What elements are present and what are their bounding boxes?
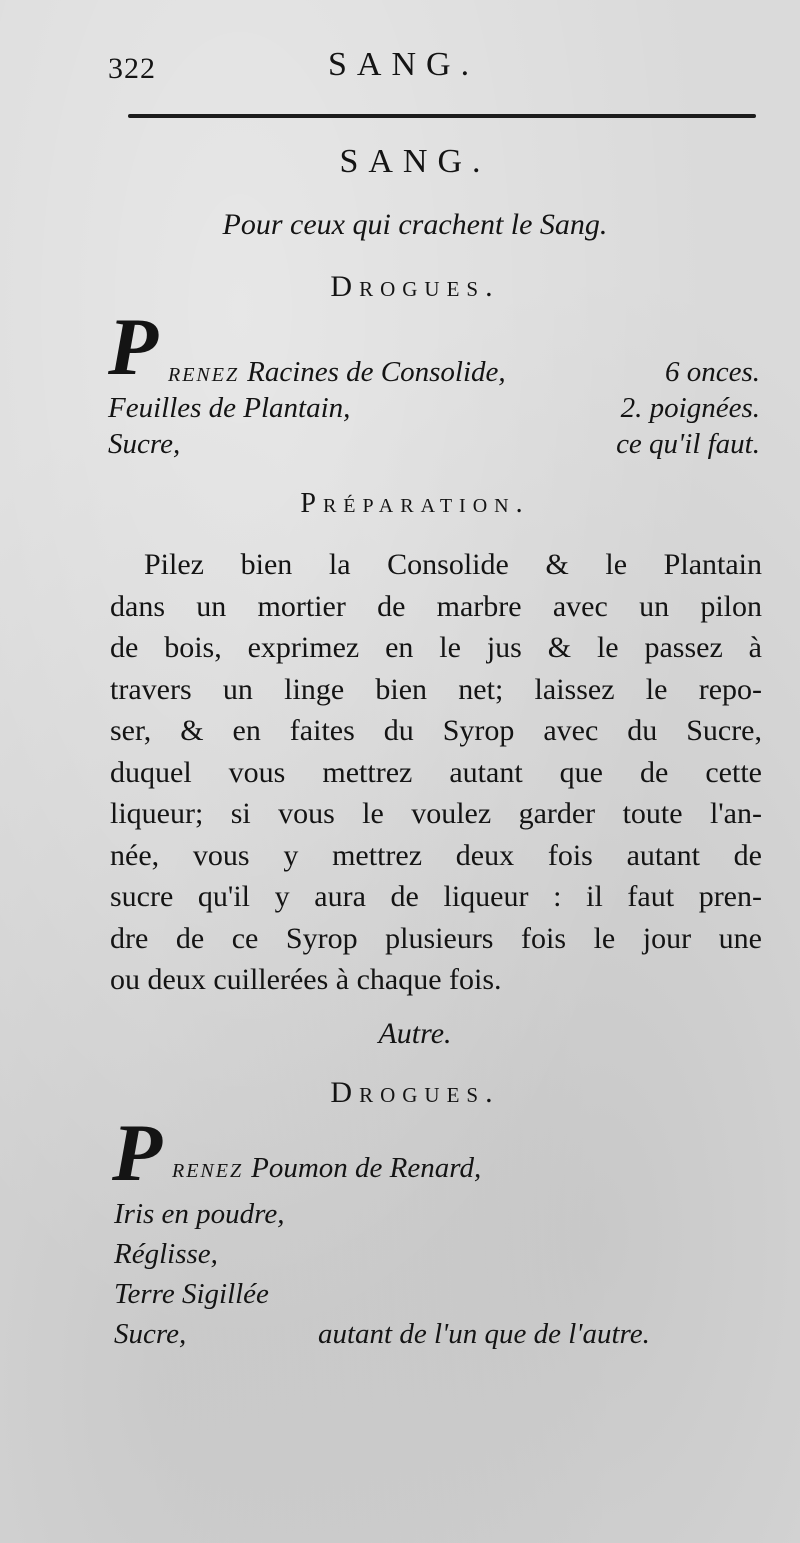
first-word-2: renez (172, 1152, 244, 1184)
running-title: SANG. (328, 46, 480, 83)
recipe-first-line (168, 354, 760, 390)
autre-title: Autre. (378, 1017, 452, 1050)
text-line: dans un mortier de marbre avec un pilon (110, 589, 762, 623)
text-line: née, vous y mettrez deux fois autant de (110, 838, 762, 872)
text-line: duquel vous mettrez autant que de cette (110, 755, 762, 789)
text-line: liqueur; si vous le voulez garder toute l'an- (110, 797, 762, 830)
drogues-heading: Drogues. (330, 270, 500, 303)
ingredient-line: Réglisse, (114, 1238, 218, 1270)
ingredient-quantity: 2. poignées. (620, 392, 760, 424)
recipe2-first-line (172, 1150, 481, 1186)
page-number: 322 (108, 52, 156, 85)
running-head (108, 46, 758, 86)
ingredient-line: Iris en poudre, (114, 1198, 285, 1230)
preparation-heading: Préparation. (300, 488, 530, 519)
text-line: dre de ce Syrop plusieurs fois le jour une (110, 921, 762, 955)
section-title: SANG. (339, 143, 491, 180)
text-line: travers un linge bien net; laissez le repo- (110, 672, 762, 706)
ingredient-line (108, 426, 760, 462)
ingredient-name: Sucre, (108, 428, 181, 460)
text-line: ser, & en faites du Syrop avec du Sucre, (110, 714, 762, 747)
text-line: de bois, exprimez en le jus & le passez à (110, 631, 762, 664)
drogues-heading-2: Drogues. (330, 1076, 500, 1109)
first-word: renez (168, 356, 240, 388)
section-subtitle: Pour ceux qui crachent le Sang. (222, 208, 608, 241)
drop-cap-2: P (112, 1107, 163, 1198)
ingredient-quantity: autant de l'un que de l'autre. (318, 1318, 650, 1350)
preparation-text (110, 544, 762, 1001)
header-rule (128, 114, 756, 118)
ingredient-name: Sucre, (114, 1318, 187, 1350)
ingredient-line-last (114, 1316, 774, 1352)
ingredient-name: Racines de Consolide, (247, 356, 506, 388)
text-line: Pilez bien la Consolide & le Plantain (144, 548, 762, 581)
ingredient-line (108, 390, 760, 426)
ingredient-line: Terre Sigillée (114, 1278, 269, 1310)
ingredient-quantity: 6 onces. (664, 356, 760, 388)
text-line: ou deux cuillerées à chaque fois. (110, 963, 502, 996)
ingredient-name: Poumon de Renard, (251, 1152, 482, 1184)
drop-cap: P (108, 301, 159, 392)
ingredient-name: Feuilles de Plantain, (108, 392, 351, 424)
ingredient-quantity: ce qu'il faut. (616, 428, 760, 460)
text-line: sucre qu'il y aura de liqueur : il faut pren- (110, 880, 762, 913)
